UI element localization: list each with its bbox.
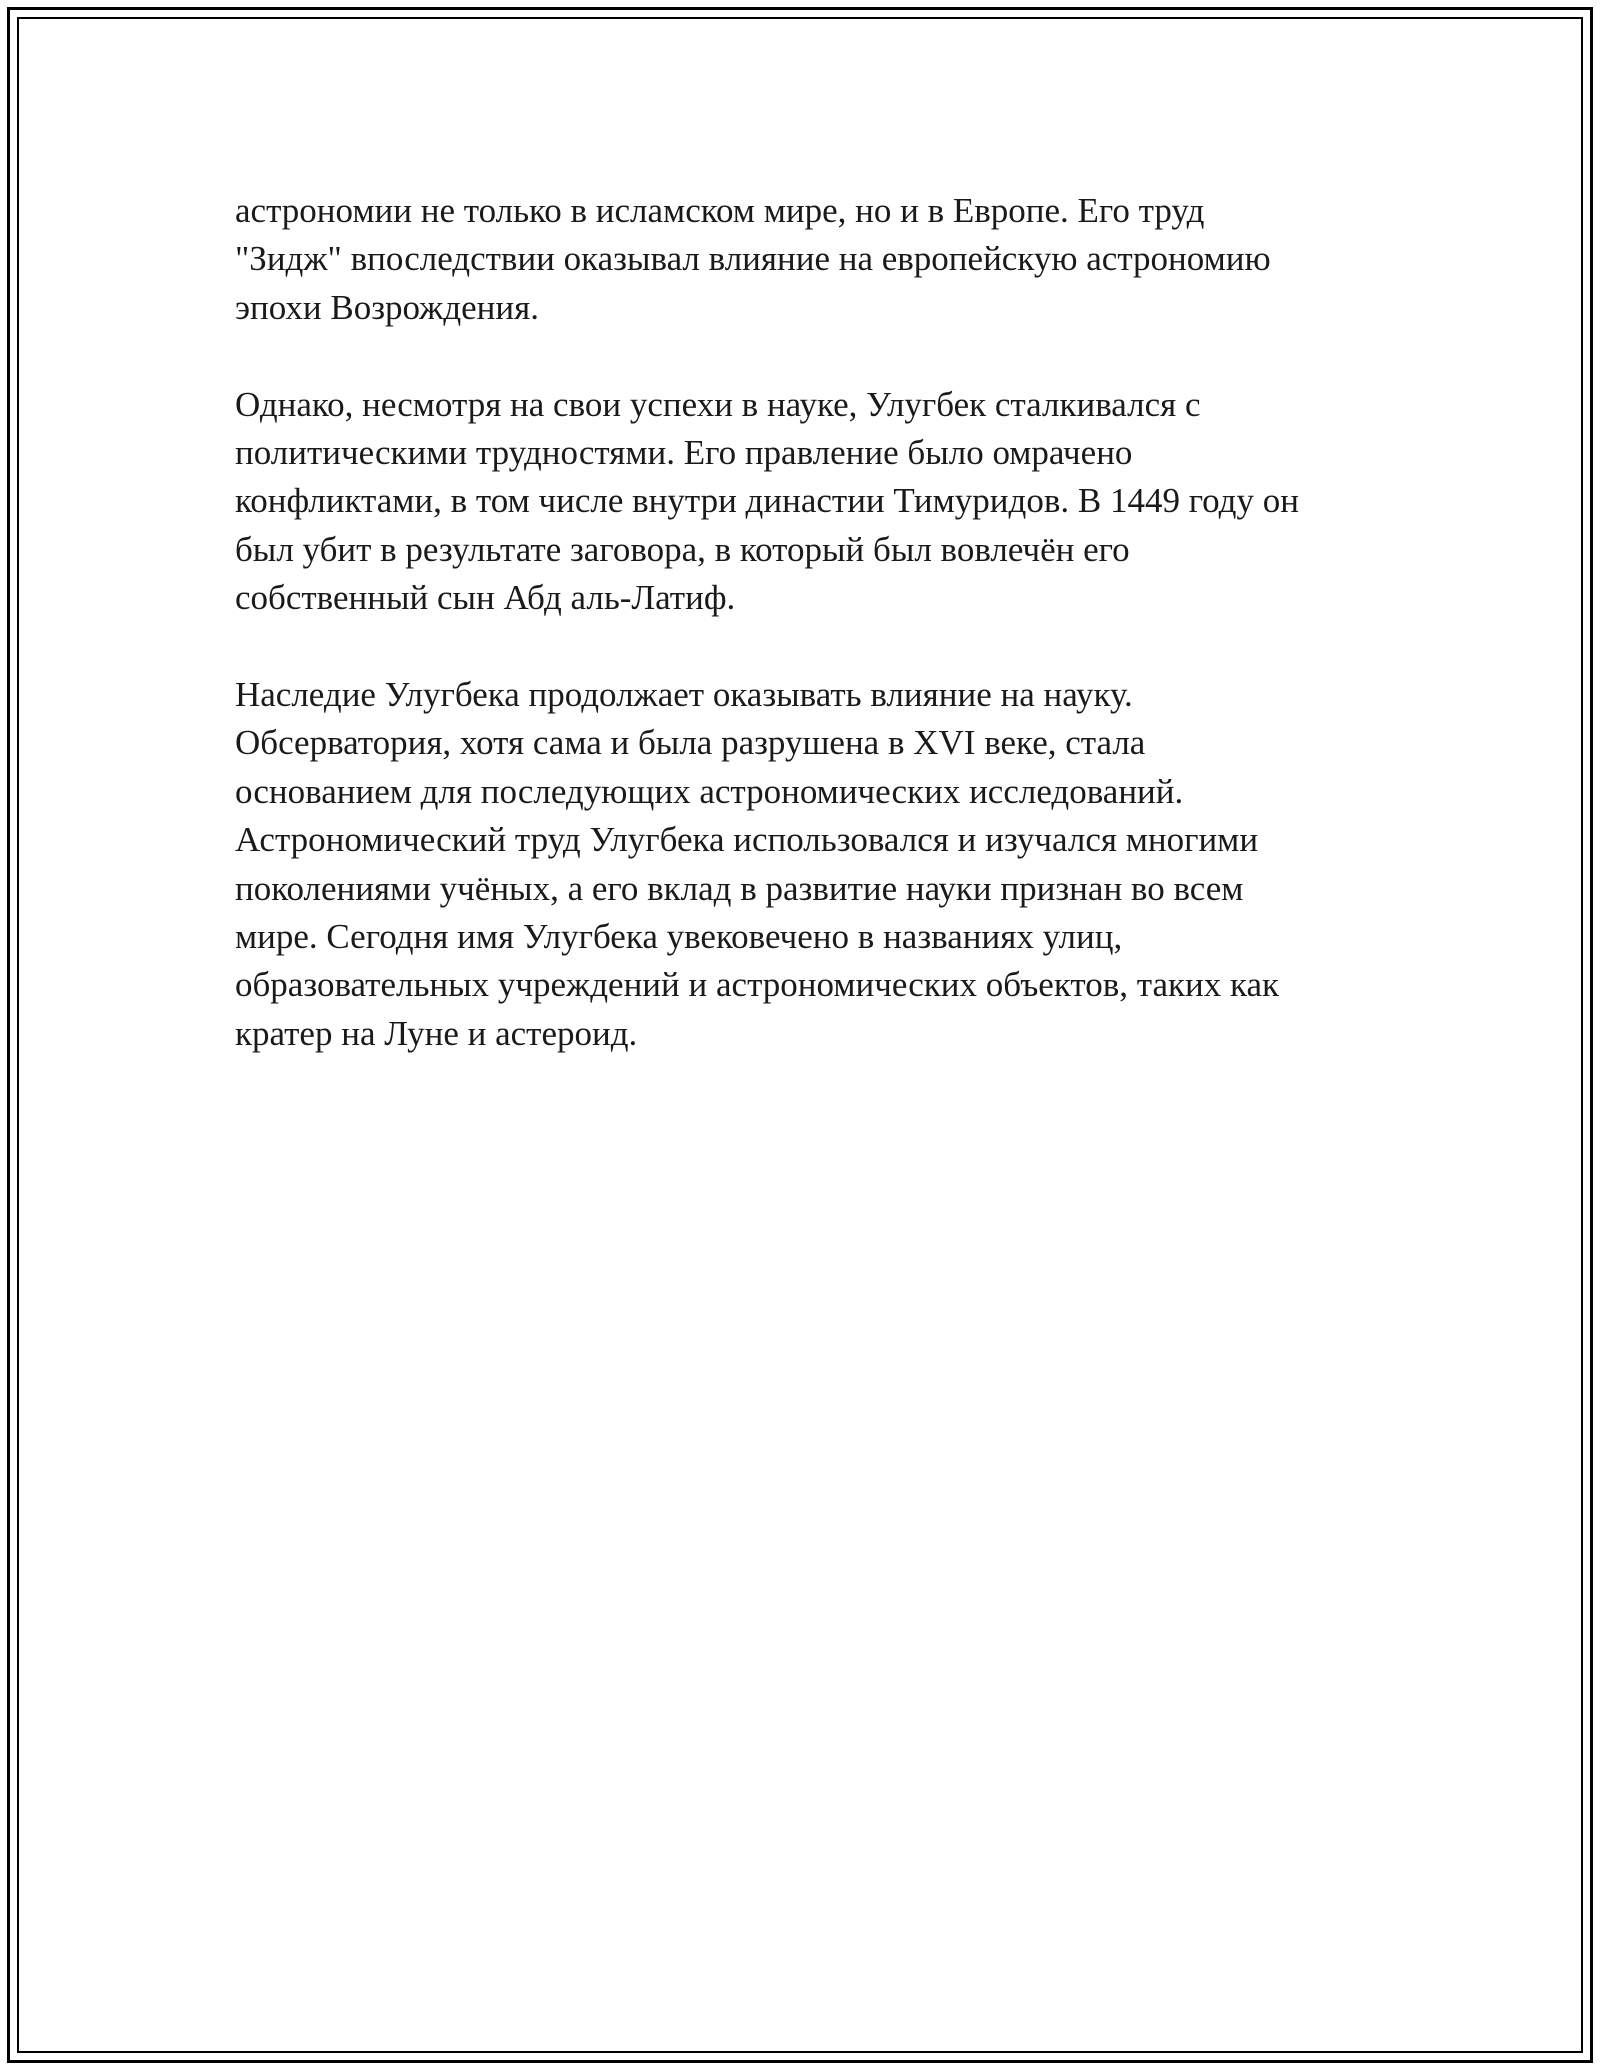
paragraph-political-difficulties: Однако, несмотря на свои успехи в науке, Улугбек сталкивался с политическими трудностями. Его правление было омрачено конфликтами, в том числе внутри династии Тимуридов. В 1449 году он был убит в результате заговора, в который был вовлечён его собственный сын Абд аль-Латиф. (235, 384, 1299, 618)
paragraph-influence: астрономии не только в исламском мире, но и в Европе. Его труд "Зидж" впоследствии оказывал влияние на европейскую астрономию эпохи Возрождения. (235, 191, 1271, 327)
document-body (235, 187, 1370, 1107)
paragraph-legacy: Наследие Улугбека продолжает оказывать влияние на науку. Обсерватория, хотя сама и была разрушена в XVI веке, стала основанием для последующих астрономических исследований. Астрономический труд Улугбека использовался и изучался многими поколениями учёных, а его вклад в развитие науки признан во всем мире. Сегодня имя Улугбека увековечено в названиях улиц, образовательных учреждений и астрономических объектов, таких как кратер на Луне и астероид. (235, 675, 1279, 1053)
